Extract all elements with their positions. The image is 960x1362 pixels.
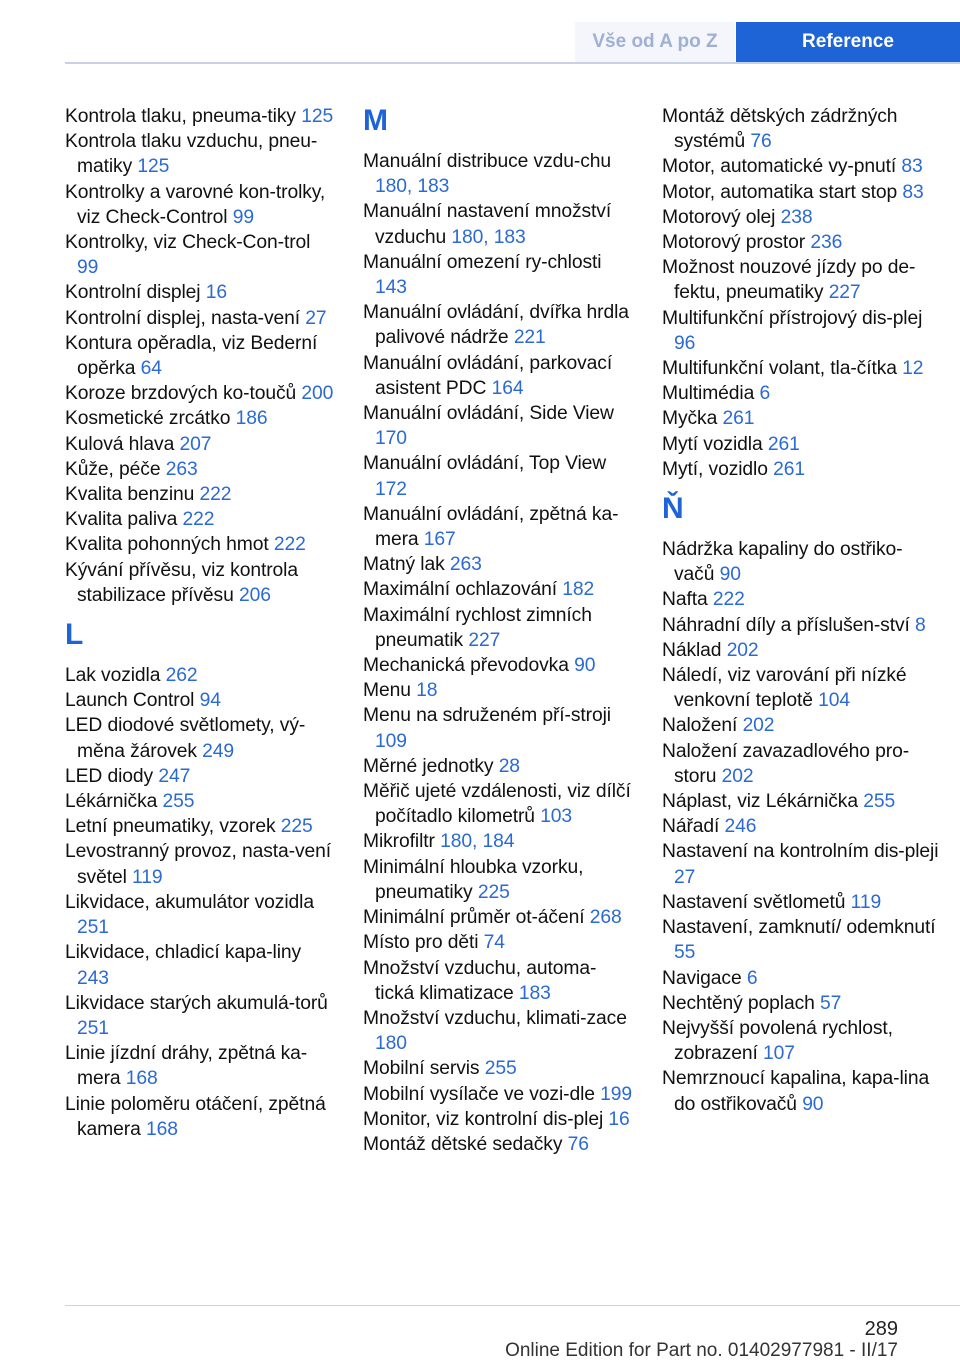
page-link[interactable]: 76 [750,131,772,153]
entry-term: Likvidace, chladicí kapa-liny [65,942,302,964]
index-entry [363,905,633,930]
page-link[interactable]: 200 [301,383,334,405]
index-entry [662,205,942,230]
index-entry [65,663,335,688]
page-link[interactable]: 83 [901,156,923,178]
entry-term: Nechtěný poplach [662,992,821,1014]
entry-term: Lékárnička [65,791,163,813]
index-entry [662,991,942,1016]
index-entry [662,104,942,154]
index-column-1 [65,104,335,1142]
entry-term: Měřič ujeté vzdálenosti, viz dílčí počítadlo kilometrů [363,781,631,828]
entry-term: Manuální ovládání, Side View [363,403,614,425]
page-link[interactable]: 206 [238,584,271,606]
index-entry [662,789,942,814]
index-entry [662,663,942,713]
index-entry [363,956,633,1006]
entry-term: Množství vzduchu, klimati-zace [363,1007,627,1029]
page-link[interactable]: 186 [235,408,268,430]
page-link[interactable]: 202 [726,639,759,661]
page-link[interactable]: 27 [674,866,696,888]
entry-term: Nastavení, zamknutí/ odemknutí [662,917,936,939]
entry-term: Kontrolky, viz Check-Con-trol [65,232,311,254]
entry-term: Menu na sdruženém pří-stroji [363,705,611,727]
entry-term: Kontrolní displej, nasta-vení [65,307,306,329]
index-entry [363,300,633,350]
page-link[interactable]: 94 [199,690,221,712]
index-entry [363,502,633,552]
index-entry [363,149,633,199]
entry-term: Kontrola tlaku vzduchu, pneu-matiky [65,131,318,178]
index-entry [662,154,942,179]
page-link[interactable]: 180, 183 [451,226,526,248]
index-entry [662,255,942,305]
index-entry [363,451,633,501]
page-link[interactable]: 167 [423,529,456,551]
entry-term: Místo pro děti [363,932,484,954]
index-entry [662,638,942,663]
entry-term: Manuální distribuce vzdu-chu [363,151,611,172]
index-entry [662,613,942,638]
index-letter: L [65,618,84,652]
entry-term: Kontrolky a varovné kon-trolky, viz Check-Control [65,181,326,228]
page-link[interactable]: 104 [818,690,850,712]
page-link[interactable]: 6 [746,967,758,989]
entry-term: Motorový prostor [662,232,811,254]
entry-term: Likvidace starých akumulá-torů [65,992,328,1014]
page-link[interactable]: 6 [759,383,771,405]
index-entry [363,552,633,577]
index-entry [363,577,633,602]
chapter-tab: Reference [736,22,960,62]
index-entry [662,839,942,889]
page-link[interactable]: 243 [77,967,109,989]
entry-term: Manuální omezení ry-chlosti [363,251,602,273]
entry-term: Monitor, viz kontrolní dis-plej [363,1108,609,1130]
index-entry [662,587,942,612]
entry-term: Motor, automatické vy-pnutí [662,156,902,178]
entry-term: Nádržka kapaliny do ostřiko-vačů [662,539,903,586]
entry-term: Mikrofiltr [363,831,441,853]
index-entry [363,1107,633,1132]
page-link[interactable]: 222 [273,534,306,556]
index-entry [662,814,942,839]
index-entry [65,104,335,129]
index-entry [363,250,633,300]
page-link[interactable]: 90 [719,564,741,586]
entry-term: Kývání přívěsu, viz kontrola stabilizace přívěsu [65,559,298,606]
page-link[interactable]: 263 [449,554,482,576]
index-entry [65,558,335,608]
index-entry [363,703,633,753]
entry-term: Linie jízdní dráhy, zpětná ka-mera [65,1043,308,1090]
entry-term: Maximální ochlazování [363,579,563,601]
entry-term: Manuální ovládání, parkovací asistent PDC [363,352,613,399]
entry-term: Nafta [662,589,713,611]
index-entry [65,890,335,940]
index-entry [662,966,942,991]
entry-term: Nářadí [662,816,725,838]
page-link[interactable]: 119 [850,891,882,913]
page-link[interactable]: 225 [477,881,510,903]
entry-term: Likvidace, akumulátor vozidla [65,891,314,913]
page-link[interactable]: 74 [483,932,505,954]
index-entry [363,603,633,653]
index-entry [662,890,942,915]
header-rule [65,62,960,64]
index-entry [662,180,942,205]
index-column-2 [363,104,633,1157]
index-entry [662,432,942,457]
page-link[interactable]: 255 [863,791,896,813]
index-entry [65,507,335,532]
index-entry [65,230,335,280]
index-entry [65,1092,335,1142]
index-entry [65,1041,335,1091]
entry-term: Nastavení na kontrolním dis-pleji [662,841,939,863]
entry-term: Mobilní vysílače ve vozi-dle [363,1083,601,1105]
page-link[interactable]: 168 [145,1118,178,1140]
entry-term: Naložení zavazadlového pro-storu [662,740,910,787]
entry-term: Množství vzduchu, automa-tická klimatizace [363,957,597,1004]
index-entry [662,1066,942,1116]
page-link[interactable]: 202 [721,765,754,787]
index-entry [363,754,633,779]
page-link[interactable]: 222 [712,589,745,611]
page-link[interactable]: 222 [199,484,232,506]
section-tab: Vše od A po Z [575,22,735,62]
page-link[interactable]: 227 [468,629,501,651]
entry-term: Naložení [662,715,743,737]
entry-term: Navigace [662,967,747,989]
page-link[interactable]: 16 [205,282,227,304]
page-number: 289 [864,1318,898,1340]
page-link[interactable]: 180, 184 [440,831,515,853]
page-link[interactable]: 8 [915,614,926,636]
page-link[interactable]: 125 [301,106,334,127]
page-link[interactable]: 109 [375,730,407,752]
page-link[interactable]: 255 [484,1058,517,1080]
page-link[interactable]: 251 [77,1017,109,1039]
entry-term: Nejvyšší povolená rychlost, zobrazení [662,1017,893,1065]
index-entry [363,401,633,451]
entry-term: Matný lak [363,554,450,576]
page-link[interactable]: 96 [674,332,696,354]
entry-term: Menu [363,680,417,702]
index-letter: M [363,104,388,137]
index-entry [363,930,633,955]
index-entry [662,406,942,431]
entry-term: Kvalita paliva [65,509,183,531]
page-link[interactable]: 246 [724,816,757,838]
index-entry [662,739,942,789]
entry-term: Náplast, viz Lékárnička [662,791,864,813]
index-entry [65,814,335,839]
entry-term: Multimédia [662,383,760,405]
entry-term: Kvalita pohonných hmot [65,534,274,556]
index-entry [65,839,335,889]
page-link[interactable]: 183 [518,982,551,1004]
entry-term: Kontura opěradla, viz Bederní opěrka [65,332,318,380]
entry-term: Montáž dětských zádržných systémů [662,106,898,153]
entry-term: Montáž dětské sedačky [363,1133,568,1155]
index-entry [65,713,335,763]
index-column-3 [662,104,942,1117]
entry-term: Manuální nastavení množství vzduchu [363,201,612,248]
entry-term: Měrné jednotky [363,755,499,777]
entry-term: Nastavení světlometů [662,891,851,913]
page-link[interactable]: 202 [742,715,775,737]
index-entry [363,1006,633,1056]
page-link[interactable]: 170 [375,428,407,450]
index-entry [662,1016,942,1066]
index-entry [65,432,335,457]
page-link[interactable]: 83 [902,181,924,203]
page-link[interactable]: 18 [416,680,438,702]
index-entry [65,406,335,431]
index-entry [65,789,335,814]
page-link[interactable]: 262 [165,665,198,687]
index-entry [662,537,942,587]
page-link[interactable]: 263 [165,458,198,480]
entry-term: Myčka [662,408,723,430]
index-entry [363,779,633,829]
entry-term: Motor, automatika start stop [662,181,903,203]
page-link[interactable]: 103 [540,806,573,828]
index-entry [65,381,335,406]
page-link[interactable]: 125 [137,156,170,178]
footer-rule [65,1305,960,1306]
index-entry [65,940,335,990]
index-entry [662,915,942,965]
entry-term: Motorový olej [662,206,781,228]
page-link[interactable]: 180 [375,1033,407,1055]
page-link[interactable]: 249 [202,740,235,762]
index-entry [662,381,942,406]
entry-term: Kontrola tlaku, pneuma-tiky [65,106,302,127]
index-entry [65,457,335,482]
page-link[interactable]: 168 [125,1068,158,1090]
entry-term: Kvalita benzinu [65,484,200,506]
index-entry [363,199,633,249]
page-link[interactable]: 199 [600,1083,633,1105]
page-link[interactable]: 251 [77,917,109,939]
page-link[interactable]: 107 [763,1043,795,1065]
page-link[interactable]: 261 [767,433,800,455]
entry-term: Náledí, viz varování při nízké venkovní teplotě [662,665,907,712]
index-entry [363,678,633,703]
page-link[interactable]: 90 [802,1093,824,1115]
entry-term: Náklad [662,639,727,661]
page-link[interactable]: 207 [179,433,212,455]
page-link[interactable]: 261 [722,408,755,430]
entry-term: Levostranný provoz, nasta-vení světel [65,841,332,888]
index-entry [65,991,335,1041]
entry-term: Manuální ovládání, dvířka hrdla palivové nádrže [363,302,629,349]
entry-term: LED diody [65,765,159,787]
page-link[interactable]: 28 [498,755,520,777]
index-entry [65,180,335,230]
index-entry [65,129,335,179]
page-link[interactable]: 225 [280,816,313,838]
index-entry [363,1132,633,1157]
index-entry [65,764,335,789]
entry-term: Multifunkční přístrojový dis-plej [662,307,923,329]
entry-term: Náhradní díly a příslušen-ství [662,614,916,636]
entry-term: Mechanická převodovka [363,655,575,677]
entry-term: Nemrznoucí kapalina, kapa-lina do ostřikovačů [662,1068,930,1115]
entry-term: Linie poloměru otáčení, zpětná kamera [65,1093,326,1140]
page-link[interactable]: 90 [574,655,596,677]
index-entry [65,280,335,305]
page-link[interactable]: 247 [158,765,191,787]
index-entry [363,1056,633,1081]
page-link[interactable]: 119 [132,866,163,888]
page-link[interactable]: 76 [567,1133,589,1155]
page-link[interactable]: 182 [562,579,595,601]
page-link[interactable]: 268 [589,907,622,929]
index-entry [363,829,633,854]
index-entry [363,855,633,905]
page-link[interactable]: 57 [820,992,842,1014]
index-entry [363,351,633,401]
entry-term: Mytí, vozidlo [662,458,774,480]
index-entry [65,482,335,507]
entry-term: Minimální hloubka vzorku, pneumatiky [363,856,584,903]
entry-term: LED diodové světlomety, vý-měna žárovek [65,715,306,762]
entry-term: Letní pneumatiky, vzorek [65,816,281,838]
page-link[interactable]: 261 [773,458,805,480]
index-entry [65,532,335,557]
index-entry [65,331,335,381]
index-entry [662,356,942,381]
page-link[interactable]: 16 [608,1108,630,1130]
page-link[interactable]: 238 [780,206,813,228]
entry-term: Manuální ovládání, zpětná ka-mera [363,503,619,551]
index-entry [662,457,942,482]
entry-term: Multifunkční volant, tla-čítka [662,358,903,380]
entry-term: Kulová hlava [65,433,180,455]
page-link[interactable]: 12 [902,358,924,380]
index-letter: Ň [662,492,684,526]
page-link[interactable]: 143 [375,277,407,299]
page-link[interactable]: 99 [232,206,254,228]
page-link[interactable]: 55 [674,942,696,964]
page-link[interactable]: 99 [77,257,99,279]
entry-term: Kosmetické zrcátko [65,408,236,430]
page-link[interactable]: 255 [162,791,195,813]
entry-term: Launch Control [65,690,200,712]
page-link[interactable]: 172 [375,478,407,500]
entry-term: Mobilní servis [363,1058,485,1080]
entry-term: Kůže, péče [65,458,166,480]
entry-term: Lak vozidla [65,665,166,687]
entry-term: Manuální ovládání, Top View [363,453,607,475]
entry-term: Maximální rychlost zimních pneumatik [363,604,592,651]
edition-note: Online Edition for Part no. 01402977981 - II/17 [505,1340,898,1361]
entry-term: Koroze brzdových ko-toučů [65,383,302,405]
index-entry [65,688,335,713]
entry-term: Kontrolní displej [65,282,206,304]
index-entry [65,306,335,331]
page-link[interactable]: 27 [305,307,327,329]
entry-term: Mytí vozidla [662,433,768,455]
index-entry [363,653,633,678]
page-link[interactable]: 221 [513,327,546,349]
index-entry [662,306,942,356]
entry-term: Možnost nouzové jízdy po de-fektu, pneumatiky [662,257,916,304]
index-entry [662,230,942,255]
page-link[interactable]: 222 [182,509,215,531]
page-link[interactable]: 227 [828,282,861,304]
page-link[interactable]: 180, 183 [375,176,450,198]
index-entry [662,713,942,738]
entry-term: Minimální průměr ot-áčení [363,907,590,929]
index-entry [363,1082,633,1107]
page-link[interactable]: 164 [491,377,524,399]
page-link[interactable]: 236 [810,232,843,254]
page-link[interactable]: 64 [140,358,162,380]
